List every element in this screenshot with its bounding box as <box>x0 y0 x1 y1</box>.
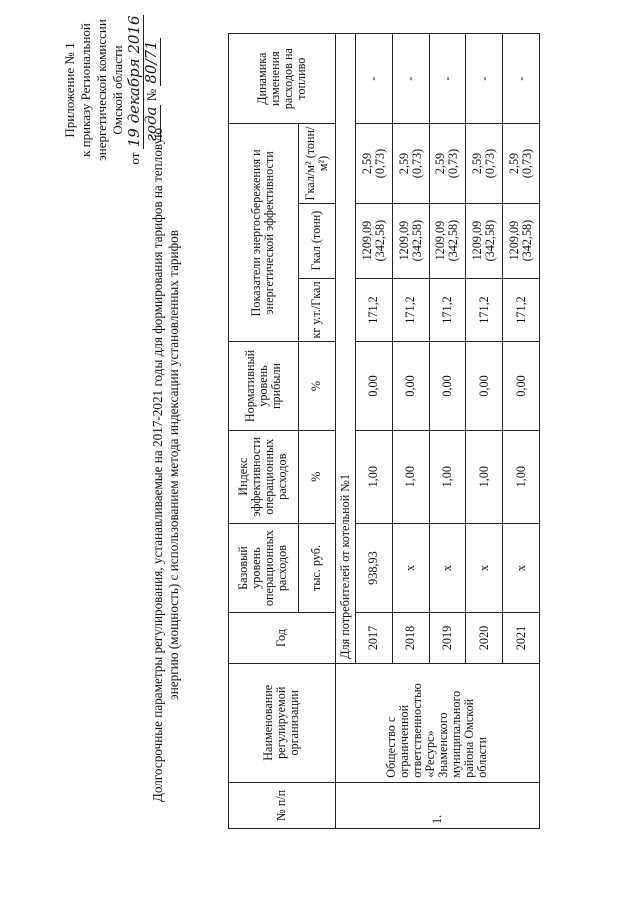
date-prefix: от <box>127 152 142 165</box>
org-name: Общество с ограниченной ответственностью «Ресурс» Знаменского муниципального района Омской области <box>335 663 539 782</box>
title-line-1: Долгосрочные параметры регулирования, устанавливаемые на 2017-2021 годы для формирования тарифов на тепловую <box>150 127 165 803</box>
cell-e2-ton: (342,58) <box>446 219 461 262</box>
cell-year: 2018 <box>392 613 429 664</box>
cell-e2 <box>503 203 540 278</box>
cell-e3 <box>503 124 540 203</box>
cell-base: 938,93 <box>355 523 392 612</box>
cell-year: 2020 <box>466 613 503 664</box>
cell-e2-ton: (342,58) <box>520 219 535 262</box>
header-org: Наименование регулируемой организации <box>229 663 336 782</box>
cell-e3-ton: (0,73) <box>409 148 424 179</box>
appendix-order-ref: к приказу Региональной <box>78 23 93 157</box>
cell-index: 1,00 <box>355 430 392 523</box>
title-line-2: энергию (мощность) с использованием метода индексации установленных тарифов <box>166 230 181 700</box>
cell-year: 2019 <box>429 613 466 664</box>
header-row <box>229 34 299 829</box>
header-base: Базовый уровень операционных расходов <box>229 523 299 612</box>
cell-e3-gcal: 2,59 <box>507 152 522 175</box>
cell-e3-ton: (0,73) <box>446 148 461 179</box>
cell-e2 <box>466 203 503 278</box>
cell-year: 2017 <box>355 613 392 664</box>
cell-dynamics: - <box>503 34 540 124</box>
cell-e3-gcal: 2,59 <box>359 152 374 175</box>
header-num: № п/п <box>229 782 336 828</box>
cell-e2-gcal: 1209,09 <box>433 220 448 261</box>
cell-index: 1,00 <box>429 430 466 523</box>
cell-e3 <box>466 124 503 203</box>
cell-e3 <box>355 124 392 203</box>
cell-base: x <box>503 523 540 612</box>
header-index: Индекс эффективности операционных расходов <box>229 430 299 523</box>
cell-e3-ton: (0,73) <box>520 148 535 179</box>
cell-year: 2021 <box>503 613 540 664</box>
header-year: Год <box>229 613 336 664</box>
appendix-header <box>62 5 160 175</box>
cell-e1: 171,2 <box>466 278 503 342</box>
cell-e3-ton: (0,73) <box>372 148 387 179</box>
unit-profit: % <box>298 342 335 430</box>
handwritten-date: 19 декабря 2016 года <box>125 15 160 148</box>
cell-e2-gcal: 1209,09 <box>359 220 374 261</box>
cell-e1: 171,2 <box>355 278 392 342</box>
appendix-title: Приложение № 1 <box>62 42 77 138</box>
cell-e1: 171,2 <box>392 278 429 342</box>
cell-profit: 0,00 <box>503 342 540 430</box>
header-energy: Показатели энергосбережения и энергетической эффективности <box>229 124 299 342</box>
unit-e1: кг у.т./Гкал <box>298 278 335 342</box>
cell-e2-ton: (342,58) <box>372 219 387 262</box>
header-dynamics: Динамика изменения расходов на топливо <box>229 34 336 124</box>
cell-profit: 0,00 <box>355 342 392 430</box>
cell-e3-ton: (0,73) <box>483 148 498 179</box>
cell-base: x <box>466 523 503 612</box>
cell-dynamics: - <box>429 34 466 124</box>
cell-e2 <box>392 203 429 278</box>
cell-base: x <box>429 523 466 612</box>
cell-e1: 171,2 <box>429 278 466 342</box>
cell-e3 <box>392 124 429 203</box>
cell-dynamics: - <box>392 34 429 124</box>
cell-e2-gcal: 1209,09 <box>507 220 522 261</box>
appendix-commission: энергетической комиссии <box>94 19 109 161</box>
cell-e2-ton: (342,58) <box>409 219 424 262</box>
cell-e3-gcal: 2,59 <box>433 152 448 175</box>
cell-e2 <box>429 203 466 278</box>
unit-index: % <box>298 430 335 523</box>
parameters-table <box>228 33 540 829</box>
cell-index: 1,00 <box>392 430 429 523</box>
handwritten-number: 80/71 <box>142 40 160 84</box>
document-title <box>150 85 182 845</box>
cell-profit: 0,00 <box>429 342 466 430</box>
cell-e3-gcal: 2,59 <box>396 152 411 175</box>
cell-profit: 0,00 <box>466 342 503 430</box>
cell-index: 1,00 <box>466 430 503 523</box>
org-number: 1. <box>335 782 539 828</box>
cell-e3-gcal: 2,59 <box>470 152 485 175</box>
section-label: Для потребителей от котельной №1 <box>335 34 355 664</box>
cell-e2-gcal: 1209,09 <box>396 220 411 261</box>
cell-e1: 171,2 <box>503 278 540 342</box>
unit-base: тыс. руб. <box>298 523 335 612</box>
cell-e3 <box>429 124 466 203</box>
appendix-region: Омской области <box>110 45 125 135</box>
cell-profit: 0,00 <box>392 342 429 430</box>
cell-e2-gcal: 1209,09 <box>470 220 485 261</box>
cell-base: x <box>392 523 429 612</box>
cell-e2 <box>355 203 392 278</box>
cell-index: 1,00 <box>503 430 540 523</box>
unit-e2: Гкал (тонн) <box>298 203 335 278</box>
section-row <box>335 34 355 829</box>
cell-dynamics: - <box>466 34 503 124</box>
header-profit: Нормативный уровень прибыли <box>229 342 299 430</box>
number-prefix: № <box>144 88 159 102</box>
cell-e2-ton: (342,58) <box>483 219 498 262</box>
cell-dynamics: - <box>355 34 392 124</box>
unit-e3: Гкал/м² (тонн/м²) <box>298 124 335 203</box>
